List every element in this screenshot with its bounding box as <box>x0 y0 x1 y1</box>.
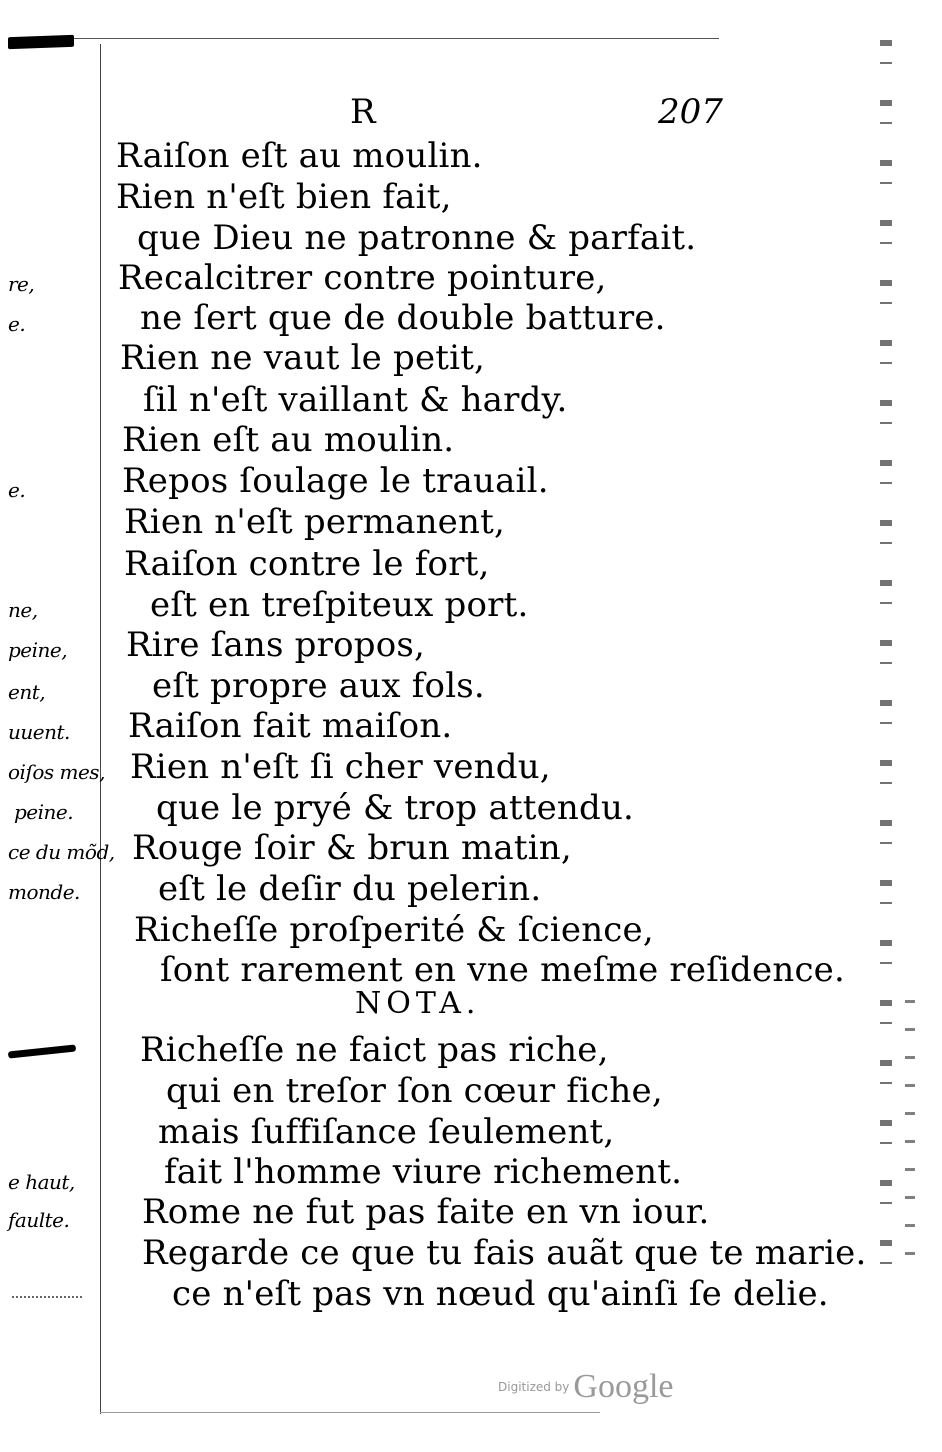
margin-fragment: ce du mõd, <box>8 840 115 864</box>
bottom-rule <box>100 1412 600 1413</box>
nota-line: ce n'eſt pas vn nœud qu'ainſi ſe delie. <box>172 1274 829 1314</box>
top-rule <box>74 38 719 39</box>
text-line: Richeſſe proſperité & ſcience, <box>134 910 654 950</box>
nota-line: qui en treſor ſon cœur fiche, <box>166 1071 663 1111</box>
text-line: Recalcitrer contre pointure, <box>118 258 607 298</box>
digitized-label: Digitized by <box>498 1380 570 1394</box>
margin-fragment: faulte. <box>8 1208 70 1232</box>
text-line: Repos ſoulage le trauail. <box>122 461 549 501</box>
nota-line: Richeſſe ne faict pas riche, <box>140 1030 609 1070</box>
text-line: Raiſon fait maiſon. <box>128 706 453 746</box>
margin-fragment: e. <box>8 312 26 336</box>
nota-line: Rome ne fut pas faite en vn iour. <box>142 1192 710 1232</box>
text-line: ne ſert que de double batture. <box>140 298 666 338</box>
digitized-watermark <box>498 1368 674 1406</box>
text-line: Raiſon eſt au moulin. <box>116 136 483 176</box>
text-line: eſt en treſpiteux port. <box>150 585 529 625</box>
margin-fragment: monde. <box>8 880 80 904</box>
text-line: Rien eſt au moulin. <box>122 420 455 460</box>
google-logo: Google <box>573 1368 674 1405</box>
page-gutter <box>100 44 101 1414</box>
nota-line: Regarde ce que tu fais auãt que te marie. <box>142 1233 867 1273</box>
margin-fragment: ne, <box>8 598 38 622</box>
text-line: ſont rarement en vne meſme reſidence. <box>160 950 846 990</box>
text-line: Rire ſans propos, <box>126 625 426 665</box>
text-line: eſt le deſir du pelerin. <box>158 869 542 909</box>
margin-fragment: e. <box>8 478 26 502</box>
right-edge-ink-lower <box>905 1000 915 1280</box>
text-line: Rien n'eſt ſi cher vendu, <box>130 747 551 787</box>
margin-fragment: peine, <box>8 638 68 662</box>
nota-line: mais ſuffiſance ſeulement, <box>158 1112 615 1152</box>
margin-fragment: peine. <box>14 800 74 824</box>
nota-heading: NOTA. <box>355 986 481 1021</box>
margin-fragment: uuent. <box>8 720 70 744</box>
margin-fragment: oiſos mes, <box>8 760 105 784</box>
text-line: Rien n'eſt permanent, <box>124 502 505 542</box>
ink-bar-decoration <box>8 35 74 49</box>
text-line: que Dieu ne patronne & parfait. <box>137 218 697 258</box>
text-line: Rien n'eſt bien fait, <box>116 177 452 217</box>
page-number: 207 <box>658 92 723 132</box>
text-line: Rouge ſoir & brun matin, <box>132 828 572 868</box>
text-line: Rien ne vaut le petit, <box>120 338 486 378</box>
running-head-letter: R <box>350 92 376 132</box>
text-line: Raiſon contre le fort, <box>124 544 490 584</box>
ink-bar-decoration <box>8 1044 76 1058</box>
text-line: que le pryé & trop attendu. <box>156 788 635 828</box>
dotted-mark <box>12 1296 82 1298</box>
text-line: ſil n'eſt vaillant & hardy. <box>143 380 568 420</box>
nota-line: fait l'homme viure richement. <box>164 1152 683 1192</box>
text-line: eſt propre aux fols. <box>152 666 485 706</box>
margin-fragment: e haut, <box>8 1170 75 1194</box>
margin-fragment: ent, <box>8 680 46 704</box>
right-edge-ink <box>880 40 892 1290</box>
margin-fragment: re, <box>8 272 35 296</box>
